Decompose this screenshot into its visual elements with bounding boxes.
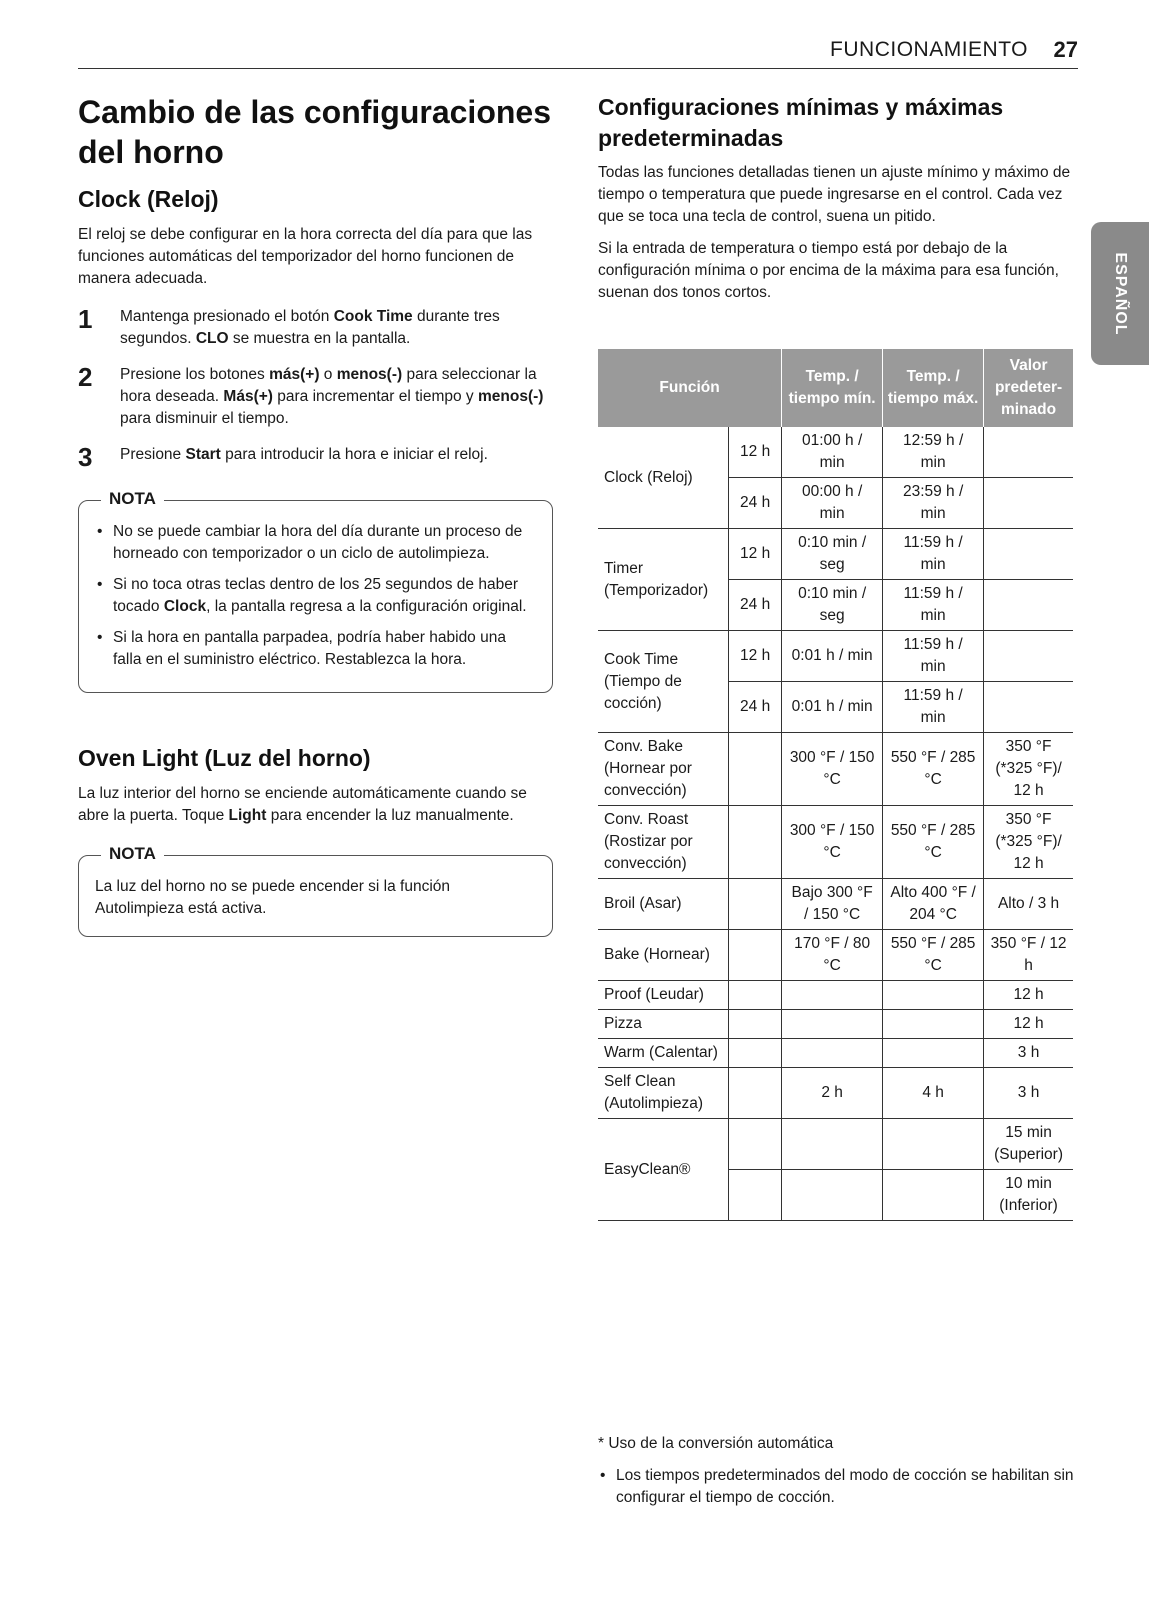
function-name: Conv. Roast (Rostizar por convección) xyxy=(598,806,729,879)
min-max-intro: Todas las funciones detalladas tienen un ajuste mínimo y máximo de tiempo o temperatura que puede ingresarse en el control. Cada vez que se toca una tecla de control, suena un pitido. xyxy=(598,164,1071,225)
table-row: Conv. Bake (Hornear por convección) 300 °F / 150 °C 550 °F / 285 °C 350 °F (*325 °F)/ 12 h xyxy=(598,733,1073,806)
footnote-bullet: • Los tiempos predeterminados del modo de cocción se habilitan sin configurar el tiempo de cocción. xyxy=(598,1465,1078,1509)
min-max-warning: Si la entrada de temperatura o tiempo está por debajo de la configuración mínima o por encima de la máxima para esa función, suenan dos tonos cortos. xyxy=(598,240,1059,301)
table-row: Pizza 12 h xyxy=(598,1010,1073,1039)
note-text: La luz del horno no se puede encender si la función Autolimpieza está activa. xyxy=(95,878,451,917)
step-1 xyxy=(78,304,553,350)
note-title: NOTA xyxy=(101,489,164,509)
clock-heading: Clock (Reloj) xyxy=(78,186,219,212)
function-name: Cook Time (Tiempo de cocción) xyxy=(598,631,729,733)
table-row: 24 h 00:00 h / min 23:59 h / min xyxy=(598,478,1073,529)
column-header: Valor predeter-minado xyxy=(984,349,1073,427)
note-item: • Si la hora en pantalla parpadea, podría haber habido una falla en el suministro eléctrico. Restablezca la hora. xyxy=(95,627,536,671)
function-name: Clock (Reloj) xyxy=(598,427,729,529)
function-name: Bake (Hornear) xyxy=(598,930,729,981)
oven-light-heading: Oven Light (Luz del horno) xyxy=(78,745,371,771)
note-title: NOTA xyxy=(101,844,164,864)
clock-note-box xyxy=(78,489,553,693)
column-header: Temp. / tiempo mín. xyxy=(782,349,883,427)
step-number: 2 xyxy=(78,362,93,392)
function-name: Timer (Temporizador) xyxy=(598,529,729,631)
table-row: Proof (Leudar) 12 h xyxy=(598,981,1073,1010)
table-row: 24 h 0:10 min / seg 11:59 h / min xyxy=(598,580,1073,631)
language-side-tab-label: ESPAÑOL xyxy=(1112,251,1129,336)
step-text: Mantenga presionado el botón Cook Time durante tres segundos. CLO se muestra en la pantalla. xyxy=(120,308,500,347)
table-row: Broil (Asar) Bajo 300 °F / 150 °C Alto 400 °F / 204 °C Alto / 3 h xyxy=(598,879,1073,930)
step-number: 3 xyxy=(78,442,93,472)
function-name: Conv. Bake (Hornear por convección) xyxy=(598,733,729,806)
column-header: Temp. / tiempo máx. xyxy=(883,349,984,427)
column-header: Función xyxy=(598,349,782,427)
table-row: Timer (Temporizador) 12 h 0:10 min / seg 11:59 h / min xyxy=(598,529,1073,580)
min-max-heading: Configuraciones mínimas y máximas predeterminadas xyxy=(598,94,1004,151)
section-title: FUNCIONAMIENTO xyxy=(830,38,1028,61)
function-name: Self Clean (Autolimpieza) xyxy=(598,1068,729,1119)
table-header-row xyxy=(598,349,1073,427)
step-text: Presione los botones más(+) o menos(-) para seleccionar la hora deseada. Más(+) para incrementar el tiempo y menos(-) para disminuir el tiempo. xyxy=(120,366,544,427)
table-row: Self Clean (Autolimpieza) 2 h 4 h 3 h xyxy=(598,1068,1073,1119)
table-row: Bake (Hornear) 170 °F / 80 °C 550 °F / 285 °C 350 °F / 12 h xyxy=(598,930,1073,981)
table-footnotes xyxy=(598,1433,1078,1509)
table-row: Cook Time (Tiempo de cocción) 12 h 0:01 h / min 11:59 h / min xyxy=(598,631,1073,682)
function-name: Proof (Leudar) xyxy=(598,981,729,1010)
oven-light-text: La luz interior del horno se enciende automáticamente cuando se abre la puerta. Toque Light para encender la luz manualmente. xyxy=(78,785,527,824)
page-header xyxy=(78,36,1078,69)
light-note-box xyxy=(78,844,553,937)
step-3 xyxy=(78,442,553,472)
step-2 xyxy=(78,362,553,430)
table-row: Conv. Roast (Rostizar por convección) 300 °F / 150 °C 550 °F / 285 °C 350 °F (*325 °F)/ 12 h xyxy=(598,806,1073,879)
step-text: Presione Start para introducir la hora e iniciar el reloj. xyxy=(120,446,488,463)
table-row: EasyClean® 15 min (Superior) xyxy=(598,1119,1073,1170)
step-number: 1 xyxy=(78,304,93,334)
table-row: Warm (Calentar) 3 h xyxy=(598,1039,1073,1068)
table-row: Clock (Reloj) 12 h 01:00 h / min 12:59 h / min xyxy=(598,427,1073,478)
table-row: 10 min (Inferior) xyxy=(598,1170,1073,1221)
note-item: • Si no toca otras teclas dentro de los 25 segundos de haber tocado Clock, la pantalla regresa a la configuración original. xyxy=(95,574,536,618)
page-number: 27 xyxy=(1053,37,1078,62)
table-row: 24 h 0:01 h / min 11:59 h / min xyxy=(598,682,1073,733)
clock-intro: El reloj se debe configurar en la hora correcta del día para que las funciones automáticas del temporizador del horno funcionen de manera adecuada. xyxy=(78,226,533,287)
main-title: Cambio de las configuraciones del horno xyxy=(78,94,551,170)
right-column xyxy=(598,92,1078,314)
function-name: EasyClean® xyxy=(598,1119,729,1221)
left-column xyxy=(78,92,553,937)
function-name: Pizza xyxy=(598,1010,729,1039)
function-name: Broil (Asar) xyxy=(598,879,729,930)
settings-table xyxy=(598,349,1073,1221)
footnote: * Uso de la conversión automática xyxy=(598,1435,834,1452)
note-item: • No se puede cambiar la hora del día durante un proceso de horneado con temporizador o un ciclo de autolimpieza. xyxy=(95,521,536,565)
language-side-tab xyxy=(1091,222,1149,365)
function-name: Warm (Calentar) xyxy=(598,1039,729,1068)
